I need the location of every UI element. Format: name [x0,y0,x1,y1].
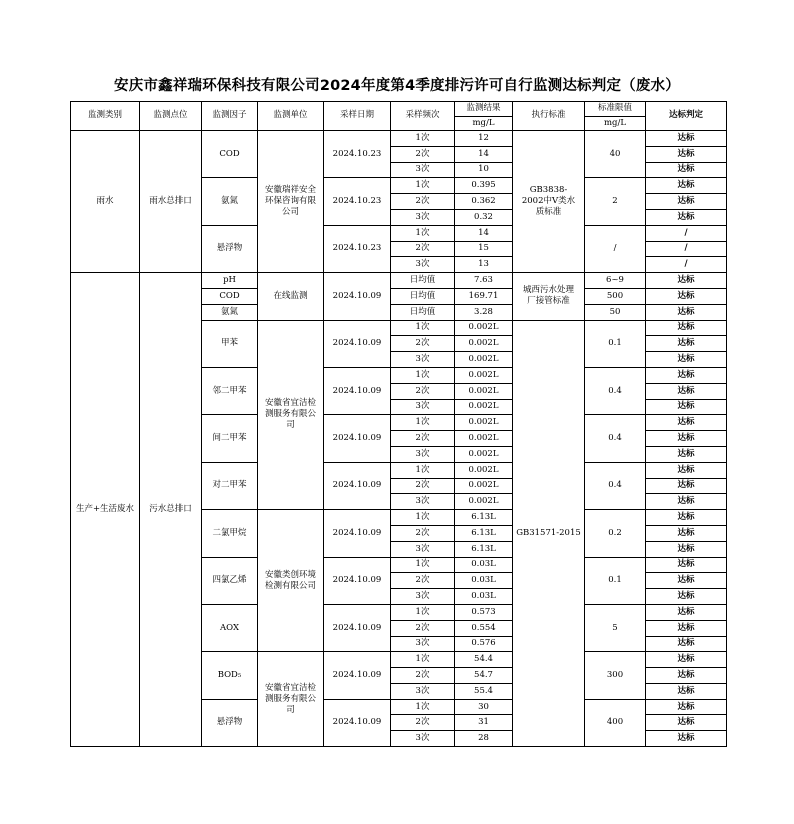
standard-cell: 城西污水处理厂接管标准 [513,273,585,320]
table-row [71,273,727,289]
freq-cell: 3次 [391,541,455,557]
result-cell: 55.4 [455,683,513,699]
freq-cell: 2次 [391,525,455,541]
unit-cell: 安徽瑞祥安全环保咨询有限公司 [258,131,324,273]
result-cell: 15 [455,241,513,257]
limit-cell: 0.4 [585,462,646,509]
verdict-cell: 达标 [646,178,727,194]
freq-cell: 3次 [391,162,455,178]
date-cell: 2024.10.09 [324,604,391,651]
date-cell: 2024.10.09 [324,510,391,557]
freq-cell: 1次 [391,652,455,668]
freq-cell: 日均值 [391,273,455,289]
verdict-cell: / [646,257,727,273]
freq-cell: 2次 [391,478,455,494]
freq-cell: 3次 [391,257,455,273]
limit-cell: 0.1 [585,557,646,604]
header-result: 监测结果 [455,102,513,117]
freq-cell: 1次 [391,320,455,336]
freq-cell: 2次 [391,383,455,399]
verdict-cell: 达标 [646,557,727,573]
limit-cell: 40 [585,131,646,178]
result-cell: 30 [455,699,513,715]
factor-cell: 四氯乙烯 [202,557,258,604]
result-cell: 0.002L [455,367,513,383]
limit-cell: 400 [585,699,646,746]
freq-cell: 日均值 [391,304,455,320]
date-cell: 2024.10.09 [324,699,391,746]
freq-cell: 3次 [391,399,455,415]
unit-cell: 安徽类创环境检测有限公司 [258,510,324,652]
result-cell: 0.002L [455,352,513,368]
result-cell: 54.7 [455,668,513,684]
standard-cell: GB3838-2002中Ⅴ类水质标准 [513,131,585,273]
freq-cell: 2次 [391,146,455,162]
verdict-cell: 达标 [646,209,727,225]
header-limit-unit: mg/L [585,116,646,131]
freq-cell: 1次 [391,510,455,526]
header-unit: 监测单位 [258,102,324,131]
result-cell: 0.002L [455,478,513,494]
factor-cell: BOD₅ [202,652,258,699]
result-cell: 0.03L [455,557,513,573]
verdict-cell: 达标 [646,478,727,494]
date-cell: 2024.10.09 [324,462,391,509]
result-cell: 0.573 [455,604,513,620]
verdict-cell: 达标 [646,367,727,383]
result-cell: 0.002L [455,462,513,478]
freq-cell: 3次 [391,589,455,605]
result-cell: 0.03L [455,573,513,589]
point-cell: 污水总排口 [140,273,202,747]
verdict-cell: 达标 [646,636,727,652]
freq-cell: 2次 [391,573,455,589]
unit-cell: 在线监测 [258,273,324,320]
result-cell: 0.002L [455,494,513,510]
freq-cell: 1次 [391,415,455,431]
verdict-cell: 达标 [646,573,727,589]
table-header [71,102,727,131]
verdict-cell: 达标 [646,541,727,557]
date-cell: 2024.10.09 [324,557,391,604]
freq-cell: 2次 [391,620,455,636]
result-cell: 6.13L [455,525,513,541]
header-date: 采样日期 [324,102,391,131]
factor-cell: 氨氮 [202,304,258,320]
verdict-cell: 达标 [646,589,727,605]
result-cell: 14 [455,146,513,162]
result-cell: 0.395 [455,178,513,194]
result-cell: 0.002L [455,415,513,431]
unit-cell: 安徽省宜洁检测服务有限公司 [258,320,324,510]
header-result-unit: mg/L [455,116,513,131]
header-factor: 监测因子 [202,102,258,131]
result-cell: 0.03L [455,589,513,605]
limit-cell: 0.4 [585,367,646,414]
result-cell: 0.002L [455,336,513,352]
factor-cell: 邻二甲苯 [202,367,258,414]
result-cell: 31 [455,715,513,731]
monitoring-table [70,101,727,747]
verdict-cell: / [646,225,727,241]
verdict-cell: 达标 [646,715,727,731]
freq-cell: 1次 [391,699,455,715]
factor-cell: 氨氮 [202,178,258,225]
limit-cell: 0.1 [585,320,646,367]
result-cell: 7.63 [455,273,513,289]
factor-cell: 悬浮物 [202,699,258,746]
limit-cell: 500 [585,288,646,304]
point-cell: 雨水总排口 [140,131,202,273]
header-standard: 执行标准 [513,102,585,131]
limit-cell: 2 [585,178,646,225]
verdict-cell: 达标 [646,620,727,636]
freq-cell: 3次 [391,636,455,652]
date-cell: 2024.10.09 [324,273,391,320]
date-cell: 2024.10.09 [324,320,391,367]
date-cell: 2024.10.23 [324,131,391,178]
verdict-cell: 达标 [646,683,727,699]
verdict-cell: 达标 [646,399,727,415]
factor-cell: 间二甲苯 [202,415,258,462]
freq-cell: 1次 [391,604,455,620]
factor-cell: 悬浮物 [202,225,258,272]
verdict-cell: 达标 [646,604,727,620]
verdict-cell: 达标 [646,699,727,715]
verdict-cell: 达标 [646,431,727,447]
freq-cell: 1次 [391,462,455,478]
freq-cell: 3次 [391,494,455,510]
freq-cell: 1次 [391,131,455,147]
factor-cell: pH [202,273,258,289]
freq-cell: 2次 [391,194,455,210]
result-cell: 10 [455,162,513,178]
freq-cell: 2次 [391,241,455,257]
header-freq: 采样频次 [391,102,455,131]
factor-cell: 甲苯 [202,320,258,367]
verdict-cell: 达标 [646,462,727,478]
result-cell: 13 [455,257,513,273]
freq-cell: 2次 [391,668,455,684]
table-body [71,131,727,747]
verdict-cell: 达标 [646,304,727,320]
date-cell: 2024.10.23 [324,225,391,272]
page-title: 安庆市鑫祥瑞环保科技有限公司2024年度第4季度排污许可自行监测达标判定（废水） [114,78,680,94]
limit-cell: 5 [585,604,646,651]
verdict-cell: 达标 [646,352,727,368]
limit-cell: 50 [585,304,646,320]
factor-cell: 二氯甲烷 [202,510,258,557]
freq-cell: 3次 [391,731,455,747]
verdict-cell: 达标 [646,494,727,510]
date-cell: 2024.10.09 [324,652,391,699]
result-cell: 0.002L [455,399,513,415]
date-cell: 2024.10.23 [324,178,391,225]
verdict-cell: 达标 [646,146,727,162]
verdict-cell: 达标 [646,320,727,336]
verdict-cell: 达标 [646,194,727,210]
result-cell: 6.13L [455,510,513,526]
verdict-cell: 达标 [646,510,727,526]
verdict-cell: 达标 [646,273,727,289]
verdict-cell: 达标 [646,652,727,668]
header-point: 监测点位 [140,102,202,131]
table-row [71,131,727,147]
verdict-cell: 达标 [646,525,727,541]
factor-cell: 对二甲苯 [202,462,258,509]
verdict-cell: 达标 [646,336,727,352]
verdict-cell: 达标 [646,668,727,684]
freq-cell: 2次 [391,431,455,447]
limit-cell: 0.2 [585,510,646,557]
result-cell: 14 [455,225,513,241]
unit-cell: 安徽省宜洁检测服务有限公司 [258,652,324,747]
verdict-cell: 达标 [646,131,727,147]
category-cell: 雨水 [71,131,140,273]
header-category: 监测类别 [71,102,140,131]
date-cell: 2024.10.09 [324,415,391,462]
verdict-cell: 达标 [646,162,727,178]
limit-cell: 300 [585,652,646,699]
result-cell: 0.002L [455,383,513,399]
result-cell: 28 [455,731,513,747]
result-cell: 54.4 [455,652,513,668]
verdict-cell: 达标 [646,446,727,462]
limit-cell: 0.4 [585,415,646,462]
result-cell: 0.362 [455,194,513,210]
limit-cell: / [585,225,646,272]
freq-cell: 1次 [391,557,455,573]
result-cell: 0.002L [455,446,513,462]
verdict-cell: 达标 [646,415,727,431]
freq-cell: 2次 [391,336,455,352]
result-cell: 0.576 [455,636,513,652]
header-verdict: 达标判定 [646,102,727,131]
result-cell: 0.32 [455,209,513,225]
factor-cell: AOX [202,604,258,651]
result-cell: 0.002L [455,320,513,336]
freq-cell: 1次 [391,367,455,383]
result-cell: 6.13L [455,541,513,557]
verdict-cell: 达标 [646,288,727,304]
standard-cell: GB31571-2015 [513,320,585,747]
result-cell: 12 [455,131,513,147]
freq-cell: 日均值 [391,288,455,304]
freq-cell: 3次 [391,209,455,225]
verdict-cell: / [646,241,727,257]
freq-cell: 3次 [391,352,455,368]
result-cell: 0.554 [455,620,513,636]
result-cell: 169.71 [455,288,513,304]
category-cell: 生产+生活废水 [71,273,140,747]
verdict-cell: 达标 [646,383,727,399]
factor-cell: COD [202,288,258,304]
result-cell: 3.28 [455,304,513,320]
freq-cell: 2次 [391,715,455,731]
freq-cell: 1次 [391,178,455,194]
freq-cell: 3次 [391,683,455,699]
freq-cell: 3次 [391,446,455,462]
result-cell: 0.002L [455,431,513,447]
header-limit: 标准限值 [585,102,646,117]
date-cell: 2024.10.09 [324,367,391,414]
limit-cell: 6~9 [585,273,646,289]
verdict-cell: 达标 [646,731,727,747]
factor-cell: COD [202,131,258,178]
freq-cell: 1次 [391,225,455,241]
